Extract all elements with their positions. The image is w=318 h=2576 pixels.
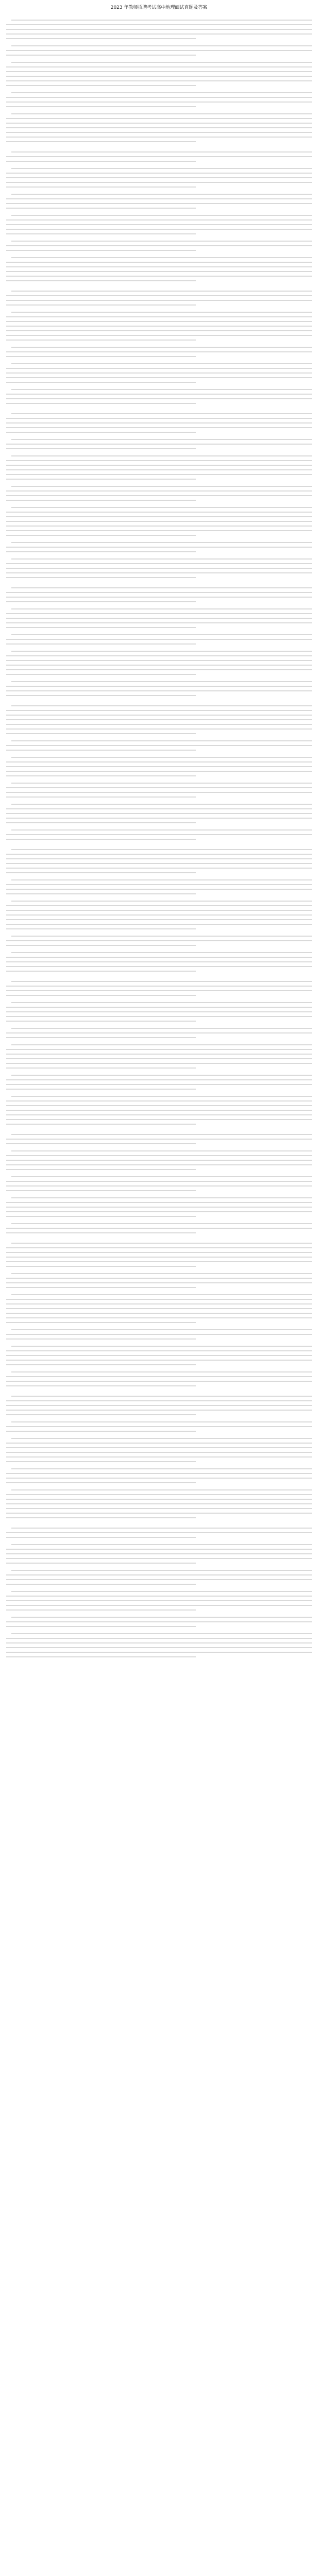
illegible-text-placeholder <box>6 981 312 996</box>
illegible-text-placeholder <box>6 455 312 480</box>
illegible-text-placeholder <box>6 740 312 751</box>
illegible-text-placeholder <box>6 952 312 972</box>
illegible-text-placeholder <box>6 1371 312 1386</box>
document-section <box>6 849 312 972</box>
illegible-text-placeholder <box>6 558 312 578</box>
illegible-text-placeholder <box>6 1044 312 1069</box>
illegible-text-placeholder <box>6 291 312 306</box>
illegible-text-placeholder <box>6 804 312 823</box>
illegible-text-placeholder <box>6 1528 312 1538</box>
illegible-text-placeholder <box>6 241 312 251</box>
illegible-text-placeholder <box>6 1489 312 1518</box>
document-section <box>6 1396 312 1518</box>
document-section <box>6 705 312 840</box>
illegible-text-placeholder <box>6 1096 312 1125</box>
illegible-text-placeholder <box>6 1150 312 1170</box>
document-section <box>6 1134 312 1233</box>
illegible-text-placeholder <box>6 1028 312 1038</box>
illegible-text-placeholder <box>6 363 312 383</box>
illegible-text-placeholder <box>6 389 312 404</box>
illegible-text-placeholder <box>6 1396 312 1415</box>
illegible-text-placeholder <box>6 1468 312 1483</box>
illegible-text-placeholder <box>6 507 312 536</box>
illegible-text-placeholder <box>6 486 312 501</box>
document-section <box>6 413 312 578</box>
illegible-text-placeholder <box>6 413 312 433</box>
illegible-text-placeholder <box>6 1591 312 1611</box>
document-section <box>6 151 312 281</box>
illegible-text-placeholder <box>6 1617 312 1627</box>
illegible-text-placeholder <box>6 151 312 162</box>
illegible-text-placeholder <box>6 705 312 734</box>
document-section <box>6 20 312 142</box>
document-section <box>6 1528 312 1657</box>
illegible-text-placeholder <box>6 257 312 281</box>
illegible-text-placeholder <box>6 1329 312 1340</box>
illegible-text-placeholder <box>6 1633 312 1657</box>
illegible-text-placeholder <box>6 113 312 142</box>
illegible-text-placeholder <box>6 215 312 234</box>
illegible-text-placeholder <box>6 62 312 86</box>
illegible-text-placeholder <box>6 829 312 840</box>
illegible-text-placeholder <box>6 1134 312 1144</box>
document-section <box>6 981 312 1125</box>
illegible-text-placeholder <box>6 1421 312 1432</box>
illegible-text-placeholder <box>6 879 312 894</box>
illegible-text-placeholder <box>6 1002 312 1022</box>
illegible-text-placeholder <box>6 783 312 798</box>
illegible-text-placeholder <box>6 92 312 107</box>
illegible-text-placeholder <box>6 634 312 645</box>
illegible-text-placeholder <box>6 608 312 628</box>
document-section <box>6 1243 312 1386</box>
illegible-text-placeholder <box>6 1243 312 1267</box>
illegible-text-placeholder <box>6 542 312 552</box>
illegible-text-placeholder <box>6 1544 312 1564</box>
illegible-text-placeholder <box>6 1570 312 1585</box>
illegible-text-placeholder <box>6 1273 312 1288</box>
illegible-text-placeholder <box>6 1176 312 1191</box>
document-body <box>6 20 312 1657</box>
illegible-text-placeholder <box>6 1075 312 1090</box>
illegible-text-placeholder <box>6 439 312 449</box>
document-title: 2023 年教师招聘考试高中地理面试真题及答案 <box>110 5 208 10</box>
illegible-text-placeholder <box>6 20 312 39</box>
illegible-text-placeholder <box>6 587 312 602</box>
document-section <box>6 291 312 404</box>
illegible-text-placeholder <box>6 347 312 357</box>
illegible-text-placeholder <box>6 901 312 929</box>
illegible-text-placeholder <box>6 1438 312 1462</box>
illegible-text-placeholder <box>6 168 312 188</box>
illegible-text-placeholder <box>6 1197 312 1217</box>
illegible-text-placeholder <box>6 1223 312 1233</box>
illegible-text-placeholder <box>6 681 312 696</box>
illegible-text-placeholder <box>6 1294 312 1323</box>
illegible-text-placeholder <box>6 936 312 946</box>
illegible-text-placeholder <box>6 651 312 675</box>
illegible-text-placeholder <box>6 1346 312 1365</box>
illegible-text-placeholder <box>6 194 312 209</box>
illegible-text-placeholder <box>6 312 312 341</box>
document-section <box>6 587 312 696</box>
illegible-text-placeholder <box>6 849 312 873</box>
illegible-text-placeholder <box>6 757 312 776</box>
illegible-text-placeholder <box>6 45 312 56</box>
